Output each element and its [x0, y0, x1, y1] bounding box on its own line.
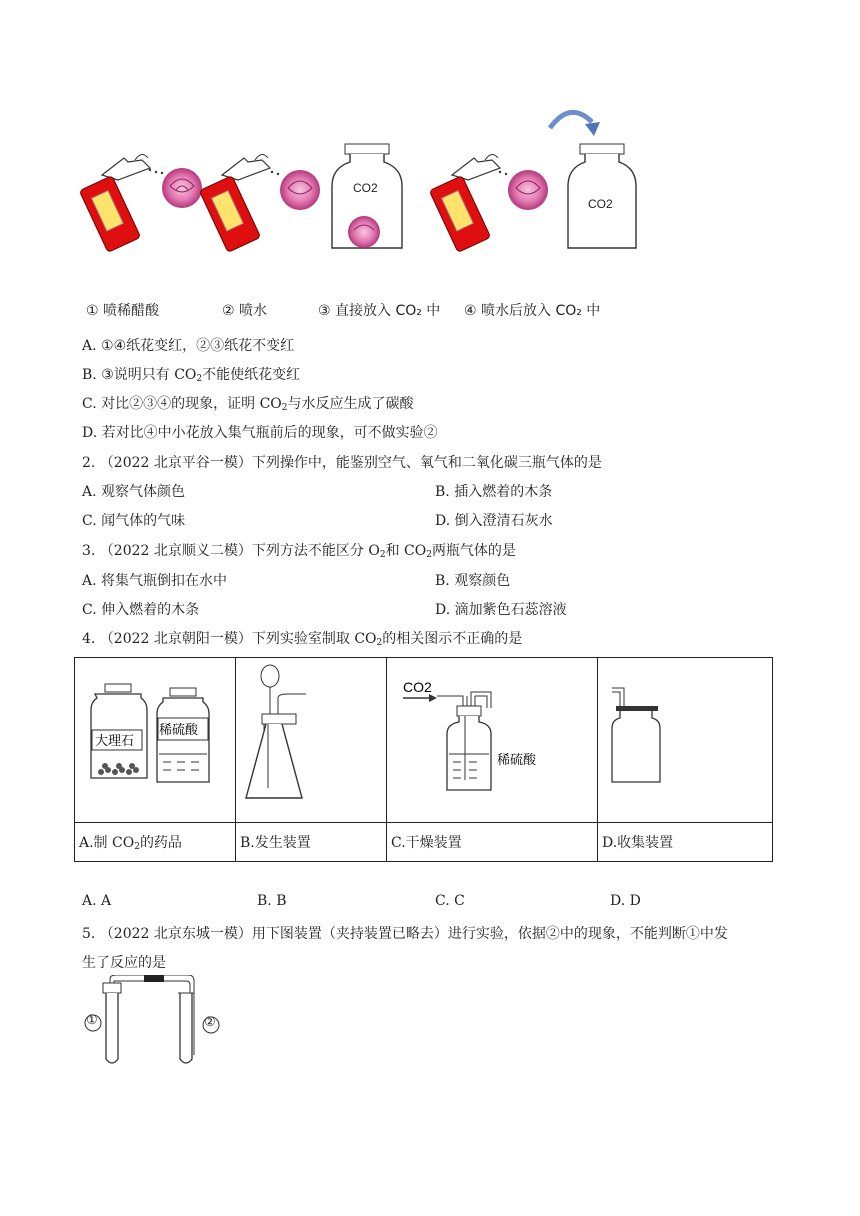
caption-c: C.干燥装置: [387, 823, 598, 862]
tube-label-1: ①: [86, 1013, 98, 1028]
cell-reagents: [75, 658, 236, 823]
q1-option-b: B. ③说明只有 $CO_2$不能使纸花变红: [82, 367, 301, 384]
q4-stem: 4. （2022 北京朝阳一模）下列实验室制取 $CO_2$的相关图示不正确的是: [82, 631, 523, 648]
rose-icon: [280, 170, 320, 210]
figure-spray-experiments: [80, 100, 660, 260]
label-marble: 大理石: [95, 734, 135, 749]
spray-bottle-icon: [80, 154, 150, 252]
q5-stem-line2: 生了反应的是: [82, 955, 166, 971]
cell-drying: [387, 658, 598, 823]
rose-icon: [162, 168, 202, 208]
q1-option-c: C. 对比②③④的现象，证明 $CO_2$与水反应生成了碳酸: [82, 396, 414, 413]
q3-option-c: C. 伸入燃着的木条: [82, 602, 200, 618]
q4-answer-c: C. C: [435, 893, 465, 909]
curved-arrow-icon: [550, 112, 592, 128]
label-acid-dryer: 稀硫酸: [497, 753, 537, 768]
figure1-captions: [86, 300, 646, 320]
wash-bottle-icon: [437, 692, 491, 790]
rose-icon: [348, 216, 380, 248]
spray-bottle-icon: [429, 154, 500, 252]
q2-option-d: D. 倒入澄清石灰水: [435, 513, 553, 529]
cell-generator: [236, 658, 387, 823]
q1-option-a: A. ①④纸花变红，②③纸花不变红: [82, 338, 295, 354]
q3-option-d: D. 滴加紫色石蕊溶液: [435, 602, 567, 618]
caption-d: D.收集装置: [598, 823, 773, 862]
rose-icon: [508, 170, 548, 210]
collection-bottle-icon: [598, 658, 772, 818]
q2-option-b: B. 插入燃着的木条: [435, 484, 553, 500]
q4-answer-a: A. A: [82, 893, 112, 909]
jar-label-co2: CO2: [588, 197, 613, 211]
label-acid: 稀硫酸: [159, 723, 199, 738]
q1-option-d: D. 若对比④中小花放入集气瓶前后的现象，可不做实验②: [82, 425, 438, 441]
spray-bottle-icon: [199, 154, 270, 252]
tube-label-2: ②: [204, 1015, 216, 1030]
jar-label-co2: CO2: [353, 181, 378, 195]
q4-answer-b: B. B: [257, 893, 287, 909]
reagent-bottle-marble-icon: [91, 684, 147, 778]
label-co2-inlet: CO2: [403, 679, 432, 695]
flask-generator-icon: [236, 658, 386, 818]
gas-jar-icon: [568, 144, 636, 248]
caption-1: ① 喷稀醋酸: [86, 303, 160, 319]
q4-answers: [82, 893, 682, 913]
caption-3: ③ 直接放入 CO₂ 中: [318, 303, 441, 319]
q2-option-a: A. 观察气体颜色: [82, 484, 186, 500]
q2-stem: 2. （2022 北京平谷一模）下列操作中，能鉴别空气、氧气和二氧化碳三瓶气体的是: [82, 455, 602, 471]
caption-b: B.发生装置: [236, 823, 387, 862]
q4-figure-table: [74, 657, 773, 862]
caption-a: A.制 $CO_2$的药品: [75, 823, 236, 862]
q3-option-b: B. 观察颜色: [435, 573, 511, 589]
cell-collection: [598, 658, 773, 823]
q3-stem: 3. （2022 北京顺义二模）下列方法不能区分 $O_2$和 $CO_2$两瓶气体的是: [82, 543, 516, 560]
q3-option-a: A. 将集气瓶倒扣在水中: [82, 573, 228, 589]
caption-2: ② 喷水: [222, 303, 268, 319]
q5-stem-line1: 5. （2022 北京东城一模）用下图装置（夹持装置已略去）进行实验，依据②中的现象，不能判断①中发: [82, 926, 728, 942]
caption-4: ④ 喷水后放入 CO₂ 中: [464, 303, 601, 319]
q2-option-c: C. 闻气体的气味: [82, 513, 186, 529]
q4-answer-d: D. D: [610, 893, 641, 909]
